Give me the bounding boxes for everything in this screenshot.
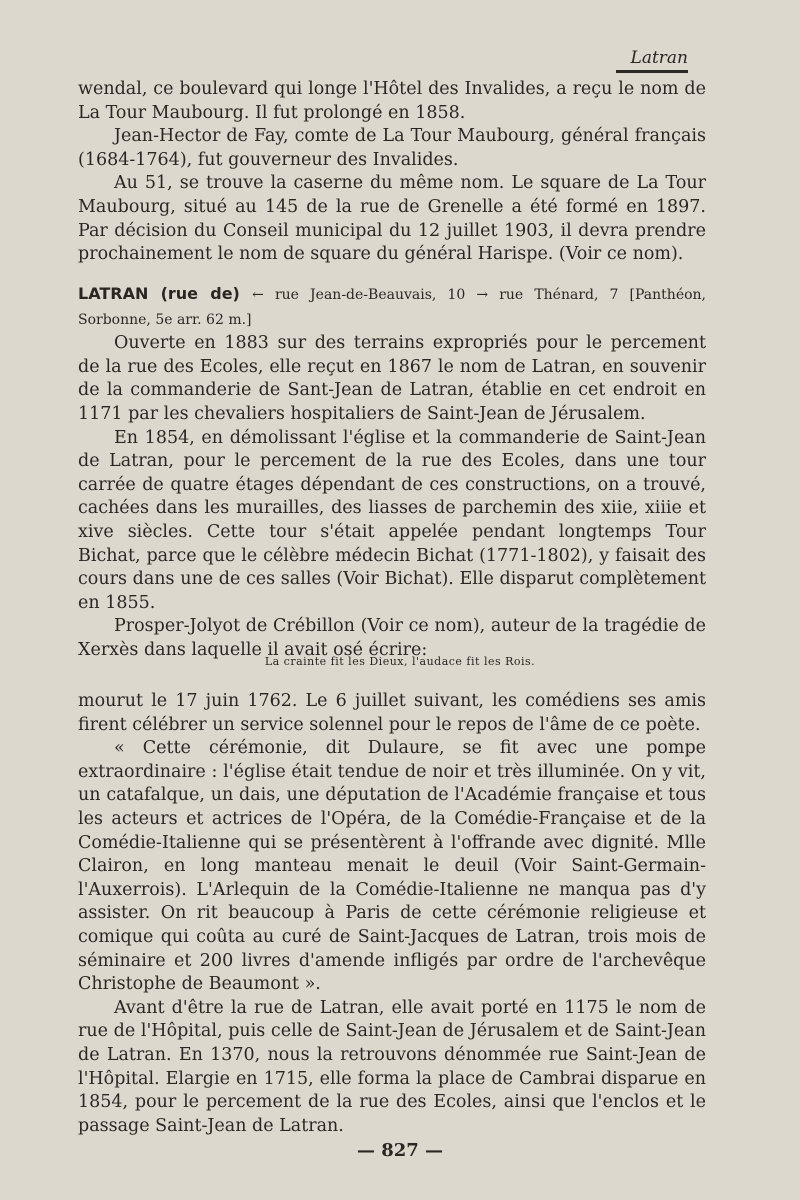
entry-heading bbox=[78, 282, 706, 332]
entry-block bbox=[78, 282, 706, 663]
verse-quote: La crainte fit les Dieux, l'audace fit les Rois. bbox=[264, 655, 536, 668]
paragraph: mourut le 17 juin 1762. Le 6 juillet suivant, les comédiens ses amis firent célébrer un service solennel pour le repos de l'âme de ce poète. bbox=[78, 691, 706, 735]
paragraph: Jean-Hector de Fay, comte de La Tour Maubourg, général français (1684-1764), fut gouverneur des Invalides. bbox=[78, 126, 706, 170]
paragraph: Ouverte en 1883 sur des terrains expropriés pour le percement de la rue des Ecoles, elle reçut en 1867 le nom de Latran, en souvenir de la commanderie de Sant-Jean de Latran, établie en cet endroit en 1171 par les chevaliers hospitaliers de Saint-Jean de Jérusalem. bbox=[78, 333, 706, 424]
bottom-text-block bbox=[78, 690, 706, 1138]
paragraph: « Cette cérémonie, dit Dulaure, se fit avec une pompe extraordinaire : l'église était tendue de noir et très illuminée. On y vit, un catafalque, un dais, une députation de l'Académie française et tous les acteurs et actrices de l'Opéra, de la Comédie-Française et de la Comédie-Italienne qui se présentèrent à l'offrande avec dignité. Mlle Clairon, en long manteau menait le deuil (Voir Saint-Germain-l'Auxerrois). L'Arlequin de la Comédie-Italienne ne manqua pas d'y assister. On rit beaucoup à Paris de cette cérémonie religieuse et comique qui coûta au curé de Saint-Jacques de Latran, trois mois de séminaire et 200 livres d'amende infligés par ordre de l'archevêque Christophe de Beaumont ». bbox=[78, 738, 706, 995]
paragraph: Au 51, se trouve la caserne du même nom. Le square de La Tour Maubourg, situé au 145 de la rue de Grenelle a été formé en 1897. Par décision du Conseil municipal du 12 juillet 1903, il devra prendre prochainement le nom de square du général Harispe. (Voir ce nom). bbox=[78, 173, 706, 265]
running-head-rule bbox=[616, 70, 688, 73]
entry-route: ← rue Jean-de-Beauvais, 10 → rue Thénard, 7 [Panthéon, Sorbonne, 5e arr. 62 m.] bbox=[78, 287, 706, 328]
page-number: — 827 — bbox=[356, 1140, 444, 1161]
paragraph: wendal, ce boulevard qui longe l'Hôtel des Invalides, a reçu le nom de La Tour Maubourg. Il fut prolongé en 1858. bbox=[78, 79, 706, 123]
paragraph: Prosper-Jolyot de Crébillon (Voir ce nom), auteur de la tragédie de Xerxès dans laquelle il avait osé écrire: bbox=[78, 616, 706, 660]
top-text-block bbox=[78, 78, 706, 267]
paragraph: En 1854, en démolissant l'église et la commanderie de Saint-Jean de Latran, pour le percement de la rue des Ecoles, dans une tour carrée de quatre étages dépendant de ces constructions, on a trouvé, cachées dans les murailles, des liasses de parchemin des xiie, xiiie et xive siècles. Cette tour s'était appelée pendant longtemps Tour Bichat, parce que le célèbre médecin Bichat (1771-1802), y faisait des cours dans une de ces salles (Voir Bichat). Elle disparut complètement en 1855. bbox=[78, 427, 706, 613]
running-head: Latran bbox=[630, 48, 688, 68]
paragraph: Avant d'être la rue de Latran, elle avait porté en 1175 le nom de rue de l'Hôpital, puis celle de Saint-Jean de Jérusalem et de Saint-Jean de Latran. En 1370, nous la retrouvons dénommée rue Saint-Jean de l'Hôpital. Elargie en 1715, elle forma la place de Cambrai disparue en 1854, pour le percement de la rue des Ecoles, ainsi que l'enclos et le passage Saint-Jean de Latran. bbox=[78, 997, 706, 1136]
entry-headword: LATRAN (rue de) bbox=[78, 284, 240, 303]
